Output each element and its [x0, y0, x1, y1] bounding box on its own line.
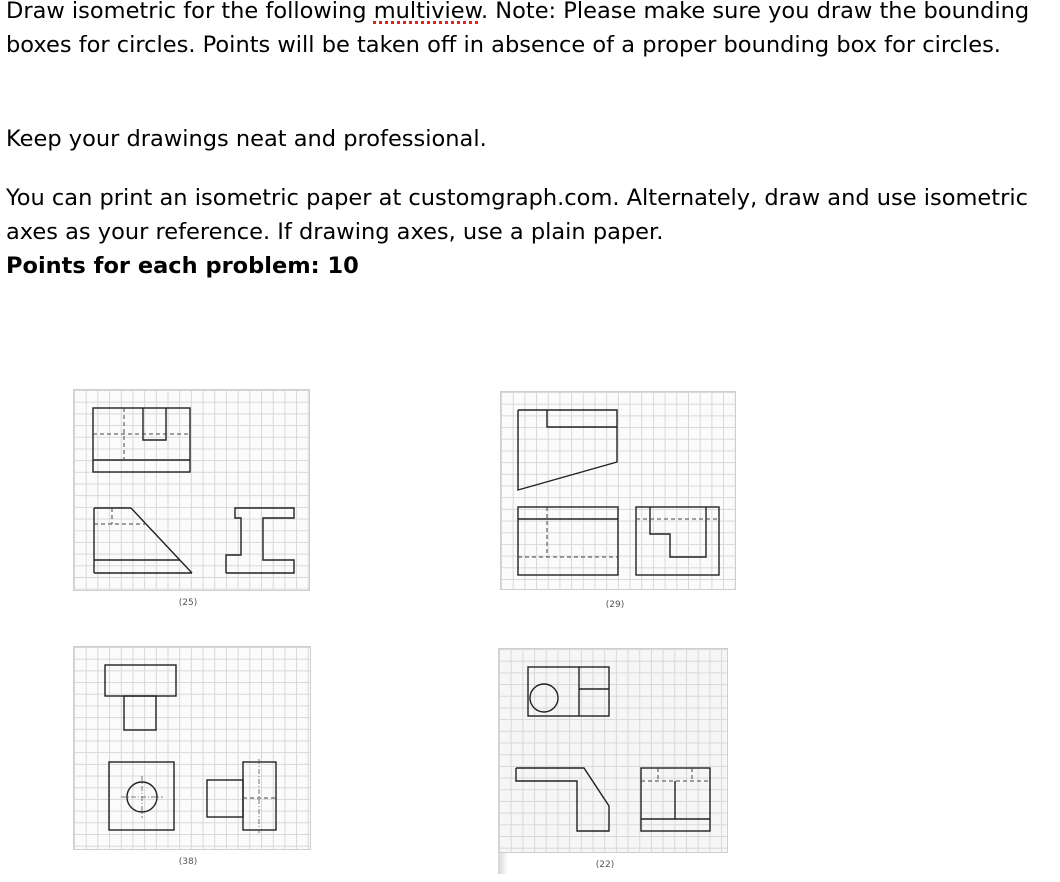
paper-note — [6, 181, 1056, 283]
figure-29-drawing — [501, 392, 735, 589]
multiview-figure-22 — [498, 648, 728, 853]
figure-38-caption: (38) — [178, 857, 198, 867]
figure-38-drawing — [74, 647, 310, 849]
figure-22-caption: (22) — [595, 860, 615, 870]
multiview-figure-38 — [73, 646, 311, 850]
multiview-figure-25 — [73, 389, 310, 591]
multiview-figure-29 — [500, 391, 736, 590]
spellcheck-word[interactable]: multiview — [373, 0, 481, 24]
paper-note-text: You can print an isometric paper at customgraph.com. Alternately, draw and use isometric axes as your reference. If drawing axes, use a plain paper. — [6, 185, 1028, 245]
instruction-text: Draw isometric for the following — [6, 0, 374, 24]
figure-22-drawing — [499, 649, 727, 852]
figure-25-drawing — [74, 390, 309, 590]
instruction-text-continued: . Note: Please make sure you draw the bounding boxes for circles. Points will be taken off in absence of a proper bounding box for circles. — [6, 0, 1030, 58]
instruction-paragraph — [6, 0, 1056, 62]
points-note: Points for each problem: 10 — [6, 253, 359, 279]
figure-29-caption: (29) — [605, 600, 625, 610]
figure-25-caption: (25) — [178, 598, 198, 608]
neatness-note: Keep your drawings neat and professional. — [6, 126, 487, 152]
